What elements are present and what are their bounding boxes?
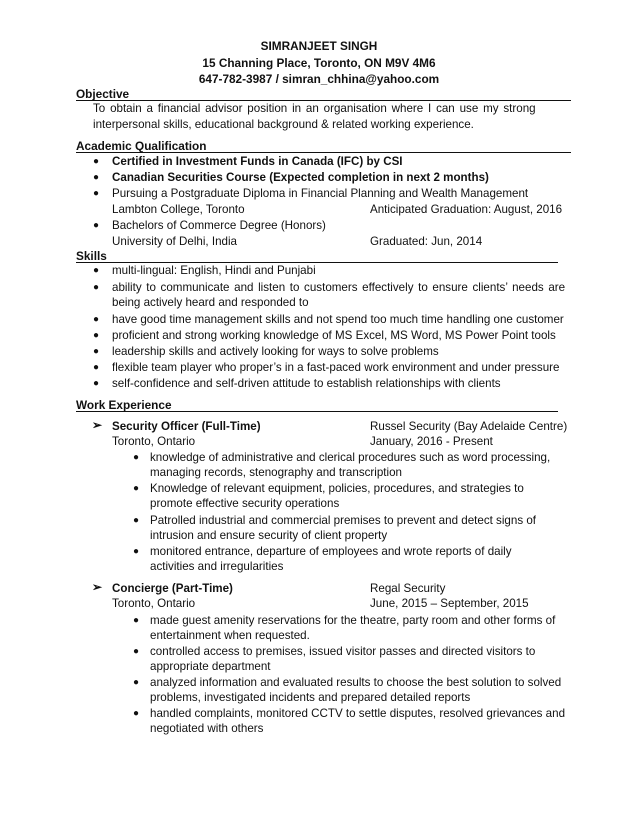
job-duty: made guest amenity reservations for the theatre, party room and other forms of xyxy=(150,614,556,627)
bullet-icon: ● xyxy=(133,483,140,494)
academic-date: Anticipated Graduation: August, 2016 xyxy=(370,203,563,216)
candidate-contact: 647-782-3987 / simran_chhina@yahoo.com xyxy=(198,72,440,86)
work-heading: Work Experience xyxy=(76,398,172,412)
skill-item: flexible team player who proper’s in a fast-paced work environment and under pressure xyxy=(112,361,560,374)
bullet-icon: ● xyxy=(93,265,100,276)
job-duty-cont: entertainment when requested. xyxy=(150,629,310,642)
bullet-icon: ● xyxy=(133,708,140,719)
job-dates: January, 2016 - Present xyxy=(370,435,493,448)
academic-item: Certified in Investment Funds in Canada (IFC) by CSI xyxy=(112,155,403,168)
skills-heading: Skills xyxy=(76,249,107,263)
job-duty-cont: managing records, stenography and transcription xyxy=(150,466,402,479)
job-role: Concierge (Part-Time) xyxy=(112,582,233,595)
objective-line-1: To obtain a financial advisor position in an organisation where I can use my strong xyxy=(93,102,536,115)
job-duty-cont: negotiated with others xyxy=(150,722,264,735)
job-duty-cont: intrusion and ensure security of client property xyxy=(150,529,388,542)
academic-rule xyxy=(76,152,571,153)
arrow-bullet-icon: ➢ xyxy=(92,418,103,432)
bullet-icon: ● xyxy=(93,378,100,389)
bullet-icon: ● xyxy=(133,452,140,463)
academic-institution: University of Delhi, India xyxy=(112,235,238,248)
job-duty: knowledge of administrative and clerical procedures such as word processing, xyxy=(150,451,551,464)
job-location: Toronto, Ontario xyxy=(112,435,196,448)
academic-item: Pursuing a Postgraduate Diploma in Financial Planning and Wealth Management xyxy=(112,187,529,200)
job-role: Security Officer (Full-Time) xyxy=(112,420,261,433)
academic-date: Graduated: Jun, 2014 xyxy=(370,235,483,248)
job-duty: handled complaints, monitored CCTV to settle disputes, resolved grievances and xyxy=(150,707,566,720)
job-location: Toronto, Ontario xyxy=(112,597,196,610)
job-duty: monitored entrance, departure of employees and wrote reports of daily xyxy=(150,545,512,558)
academic-item: Canadian Securities Course (Expected completion in next 2 months) xyxy=(112,171,489,184)
skill-item: proficient and strong working knowledge of MS Excel, MS Word, MS Power Point tools xyxy=(112,329,556,342)
bullet-icon: ● xyxy=(133,646,140,657)
job-dates: June, 2015 – September, 2015 xyxy=(370,597,529,610)
bullet-icon: ● xyxy=(93,282,100,293)
skill-item: self-confidence and self-driven attitude to establish relationships with clients xyxy=(112,377,501,390)
job-employer: Russel Security (Bay Adelaide Centre) xyxy=(370,420,568,433)
academic-heading: Academic Qualification xyxy=(76,139,207,153)
bullet-icon: ● xyxy=(133,615,140,626)
bullet-icon: ● xyxy=(93,188,100,199)
skill-item: have good time management skills and not spend too much time handling one customer xyxy=(112,313,564,326)
skill-item: multi-lingual: English, Hindi and Punjabi xyxy=(112,264,316,277)
bullet-icon: ● xyxy=(93,330,100,341)
bullet-icon: ● xyxy=(93,172,100,183)
bullet-icon: ● xyxy=(93,346,100,357)
bullet-icon: ● xyxy=(93,220,100,231)
candidate-name: SIMRANJEET SINGH xyxy=(260,39,378,53)
objective-rule xyxy=(76,100,571,101)
candidate-address: 15 Channing Place, Toronto, ON M9V 4M6 xyxy=(202,56,436,70)
bullet-icon: ● xyxy=(93,314,100,325)
skills-rule xyxy=(76,262,558,263)
job-duty-cont: appropriate department xyxy=(150,660,271,673)
job-employer: Regal Security xyxy=(370,582,446,595)
bullet-icon: ● xyxy=(133,515,140,526)
objective-line-2: interpersonal skills, educational background & related working experience. xyxy=(93,118,474,131)
job-duty: analyzed information and evaluated results to choose the best solution to solved xyxy=(150,676,562,689)
academic-institution: Lambton College, Toronto xyxy=(112,203,245,216)
job-duty: Patrolled industrial and commercial premises to prevent and detect signs of xyxy=(150,514,537,527)
skill-item-cont: being actively heard and responded to xyxy=(112,296,309,309)
job-duty-cont: promote effective security operations xyxy=(150,497,340,510)
job-duty: controlled access to premises, issued visitor passes and directed visitors to xyxy=(150,645,536,658)
bullet-icon: ● xyxy=(133,546,140,557)
arrow-bullet-icon: ➢ xyxy=(92,580,103,594)
job-duty-cont: activities and irregularities xyxy=(150,560,284,573)
academic-item: Bachelors of Commerce Degree (Honors) xyxy=(112,219,326,232)
bullet-icon: ● xyxy=(93,362,100,373)
job-duty-cont: problems, investigated incidents and prepared detailed reports xyxy=(150,691,471,704)
bullet-icon: ● xyxy=(133,677,140,688)
skill-item: ability to communicate and listen to customers effectively to ensure clients’ needs are xyxy=(112,281,566,294)
job-duty: Knowledge of relevant equipment, policies, procedures, and strategies to xyxy=(150,482,524,495)
skill-item: leadership skills and actively looking for ways to solve problems xyxy=(112,345,439,358)
bullet-icon: ● xyxy=(93,156,100,167)
objective-heading: Objective xyxy=(76,87,130,101)
work-rule xyxy=(76,411,558,412)
